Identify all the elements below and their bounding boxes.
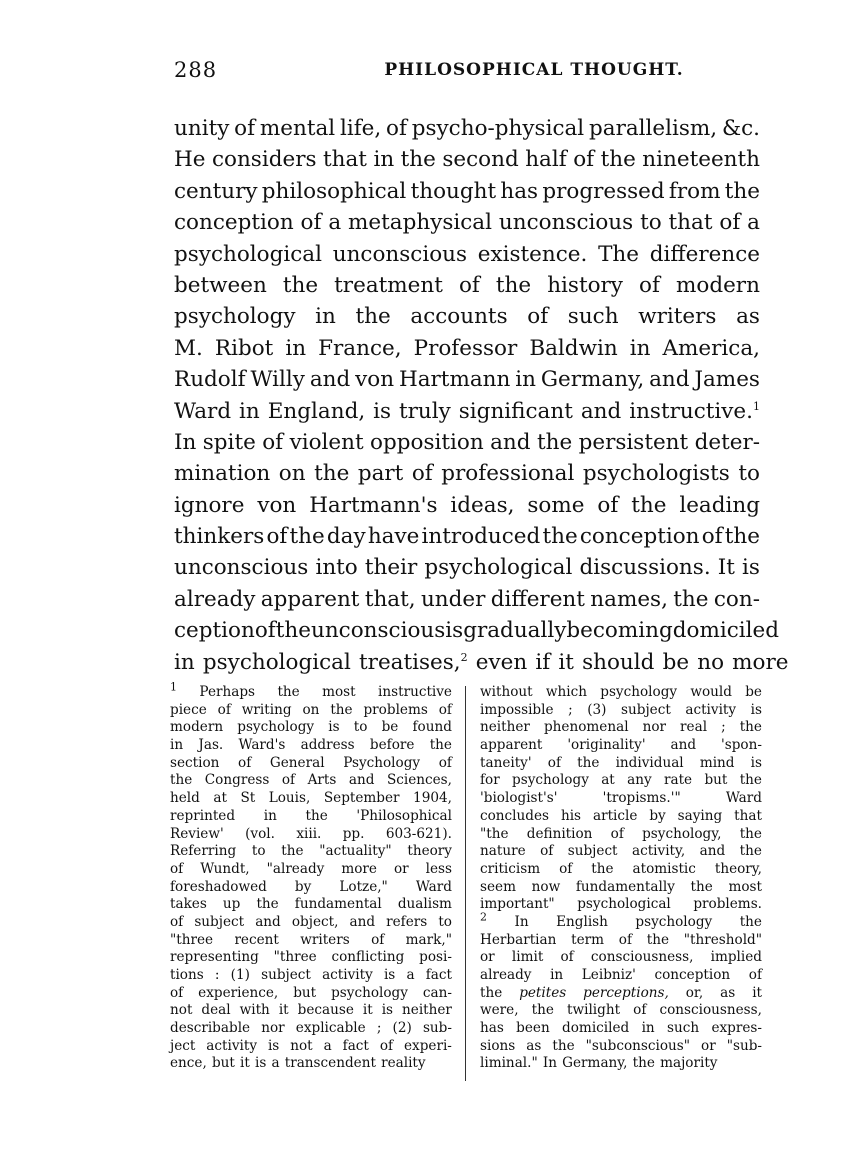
footnote-line: were, the twilight of consciousness,: [480, 1002, 762, 1019]
footnote-line: or limit of consciousness, implied: [480, 949, 762, 966]
body-line: century philosophical thought has progressed from the: [174, 178, 760, 204]
footnote-line: foreshadowed by Lotze," Ward: [170, 878, 452, 895]
body-line: in psychological treatises,$^2$ even if it should be no more: [174, 649, 789, 675]
footnote-line: "the definition of psychology, the: [480, 825, 762, 842]
footnote-line: "three recent writers of mark,": [170, 931, 452, 948]
footnote-line: $^2$ In English psychology the: [480, 910, 762, 930]
footnote-line: important" psychological problems.: [480, 896, 762, 913]
footnote-line: nature of subject activity, and the: [480, 843, 762, 860]
body-line: conception of a metaphysical unconscious to that of a: [174, 210, 760, 236]
footnote-line: neither phenomenal nor real ; the: [480, 719, 762, 736]
body-line: unconscious into their psychological discussions. It is: [174, 555, 760, 581]
body-line: M. Ribot in France, Professor Baldwin in America,: [174, 335, 760, 361]
body-line: In spite of violent opposition and the persistent deter-: [174, 429, 760, 455]
body-line: already apparent that, under different names, the con-: [174, 586, 760, 612]
footnote-line: seem now fundamentally the most: [480, 878, 762, 895]
body-line: mination on the part of professional psychologists to: [174, 461, 760, 487]
footnote-line: the petites perceptions, or, as it: [480, 984, 762, 1001]
footnote-line: taneity' of the individual mind is: [480, 754, 762, 771]
body-line: ignore von Hartmann's ideas, some of the leading: [174, 492, 760, 518]
page-number: 288: [174, 58, 218, 82]
footnote-line: liminal." In Germany, the majority: [480, 1055, 718, 1072]
footnote-line: section of General Psychology of: [170, 754, 452, 771]
body-line: thinkers of the day have introduced the conception of the: [174, 524, 760, 550]
body-line: ception of the unconscious is gradually becoming domiciled: [174, 618, 780, 644]
footnote-line: Review' (vol. xiii. pp. 603-621).: [170, 825, 452, 842]
footnote-line: takes up the fundamental dualism: [170, 896, 452, 913]
footnote-column-left: [170, 680, 452, 1073]
footnote-line: already in Leibniz' conception of: [480, 967, 762, 983]
footnote-line: not deal with it because it is neither: [170, 1002, 452, 1019]
footnote-line: reprinted in the 'Philosophical: [170, 807, 452, 824]
footnote-line: criticism of the atomistic theory,: [480, 860, 762, 877]
body-line: Rudolf Willy and von Hartmann in Germany, and James: [174, 367, 760, 393]
footnote-line: without which psychology would be: [480, 684, 762, 700]
body-line: psychological unconscious existence. The difference: [174, 241, 760, 267]
footnote-line: ence, but it is a transcendent reality: [170, 1055, 426, 1072]
footnote-line: sions as the "subconscious" or "sub-: [480, 1037, 762, 1054]
footnote-line: $^1$ Perhaps the most instructive: [170, 680, 452, 700]
footnote-line: Herbartian term of the "threshold": [480, 931, 762, 948]
footnote-line: ject activity is not a fact of experi-: [170, 1037, 452, 1054]
footnote-line: describable nor explicable ; (2) sub-: [170, 1020, 452, 1037]
body-line: He considers that in the second half of the nineteenth: [174, 147, 760, 173]
body-line: Ward in England, is truly significant and instructive.$^1$: [174, 398, 760, 424]
footnote-line: of experience, but psychology can-: [170, 984, 452, 1001]
footnotes: [170, 680, 762, 1084]
footnote-line: 'biologist's' 'tropisms.'" Ward: [480, 790, 762, 807]
footnote-line: in Jas. Ward's address before the: [170, 737, 452, 754]
footnote-line: modern psychology is to be found: [170, 719, 452, 736]
footnote-line: representing "three conflicting posi-: [170, 949, 452, 966]
footnote-line: the Congress of Arts and Sciences,: [170, 772, 452, 789]
page-header: [174, 58, 760, 88]
footnote-line: apparent 'originality' and 'spon-: [480, 737, 762, 754]
footnote-line: for psychology at any rate but the: [480, 772, 762, 789]
body-line: between the treatment of the history of modern: [174, 272, 760, 298]
footnote-line: tions : (1) subject activity is a fact: [170, 967, 452, 983]
footnote-line: concludes his article by saying that: [480, 807, 762, 824]
footnote-line: of Wundt, "already more or less: [170, 860, 452, 877]
footnote-column-right: [480, 684, 762, 1073]
footnote-line: Referring to the "actuality" theory: [170, 843, 452, 860]
footnote-line: of subject and object, and refers to: [170, 913, 452, 930]
body-line: unity of mental life, of psycho-physical parallelism, &c.: [174, 116, 760, 141]
footnote-column-divider: [465, 686, 466, 1081]
footnote-line: piece of writing on the problems of: [170, 701, 452, 718]
body-line: psychology in the accounts of such writers as: [174, 304, 760, 330]
footnote-line: impossible ; (3) subject activity is: [480, 701, 762, 718]
footnote-line: held at St Louis, September 1904,: [170, 790, 452, 807]
running-head: PHILOSOPHICAL THOUGHT.: [384, 60, 684, 80]
body-text: [174, 113, 789, 678]
footnote-line: has been domiciled in such expres-: [480, 1020, 762, 1037]
